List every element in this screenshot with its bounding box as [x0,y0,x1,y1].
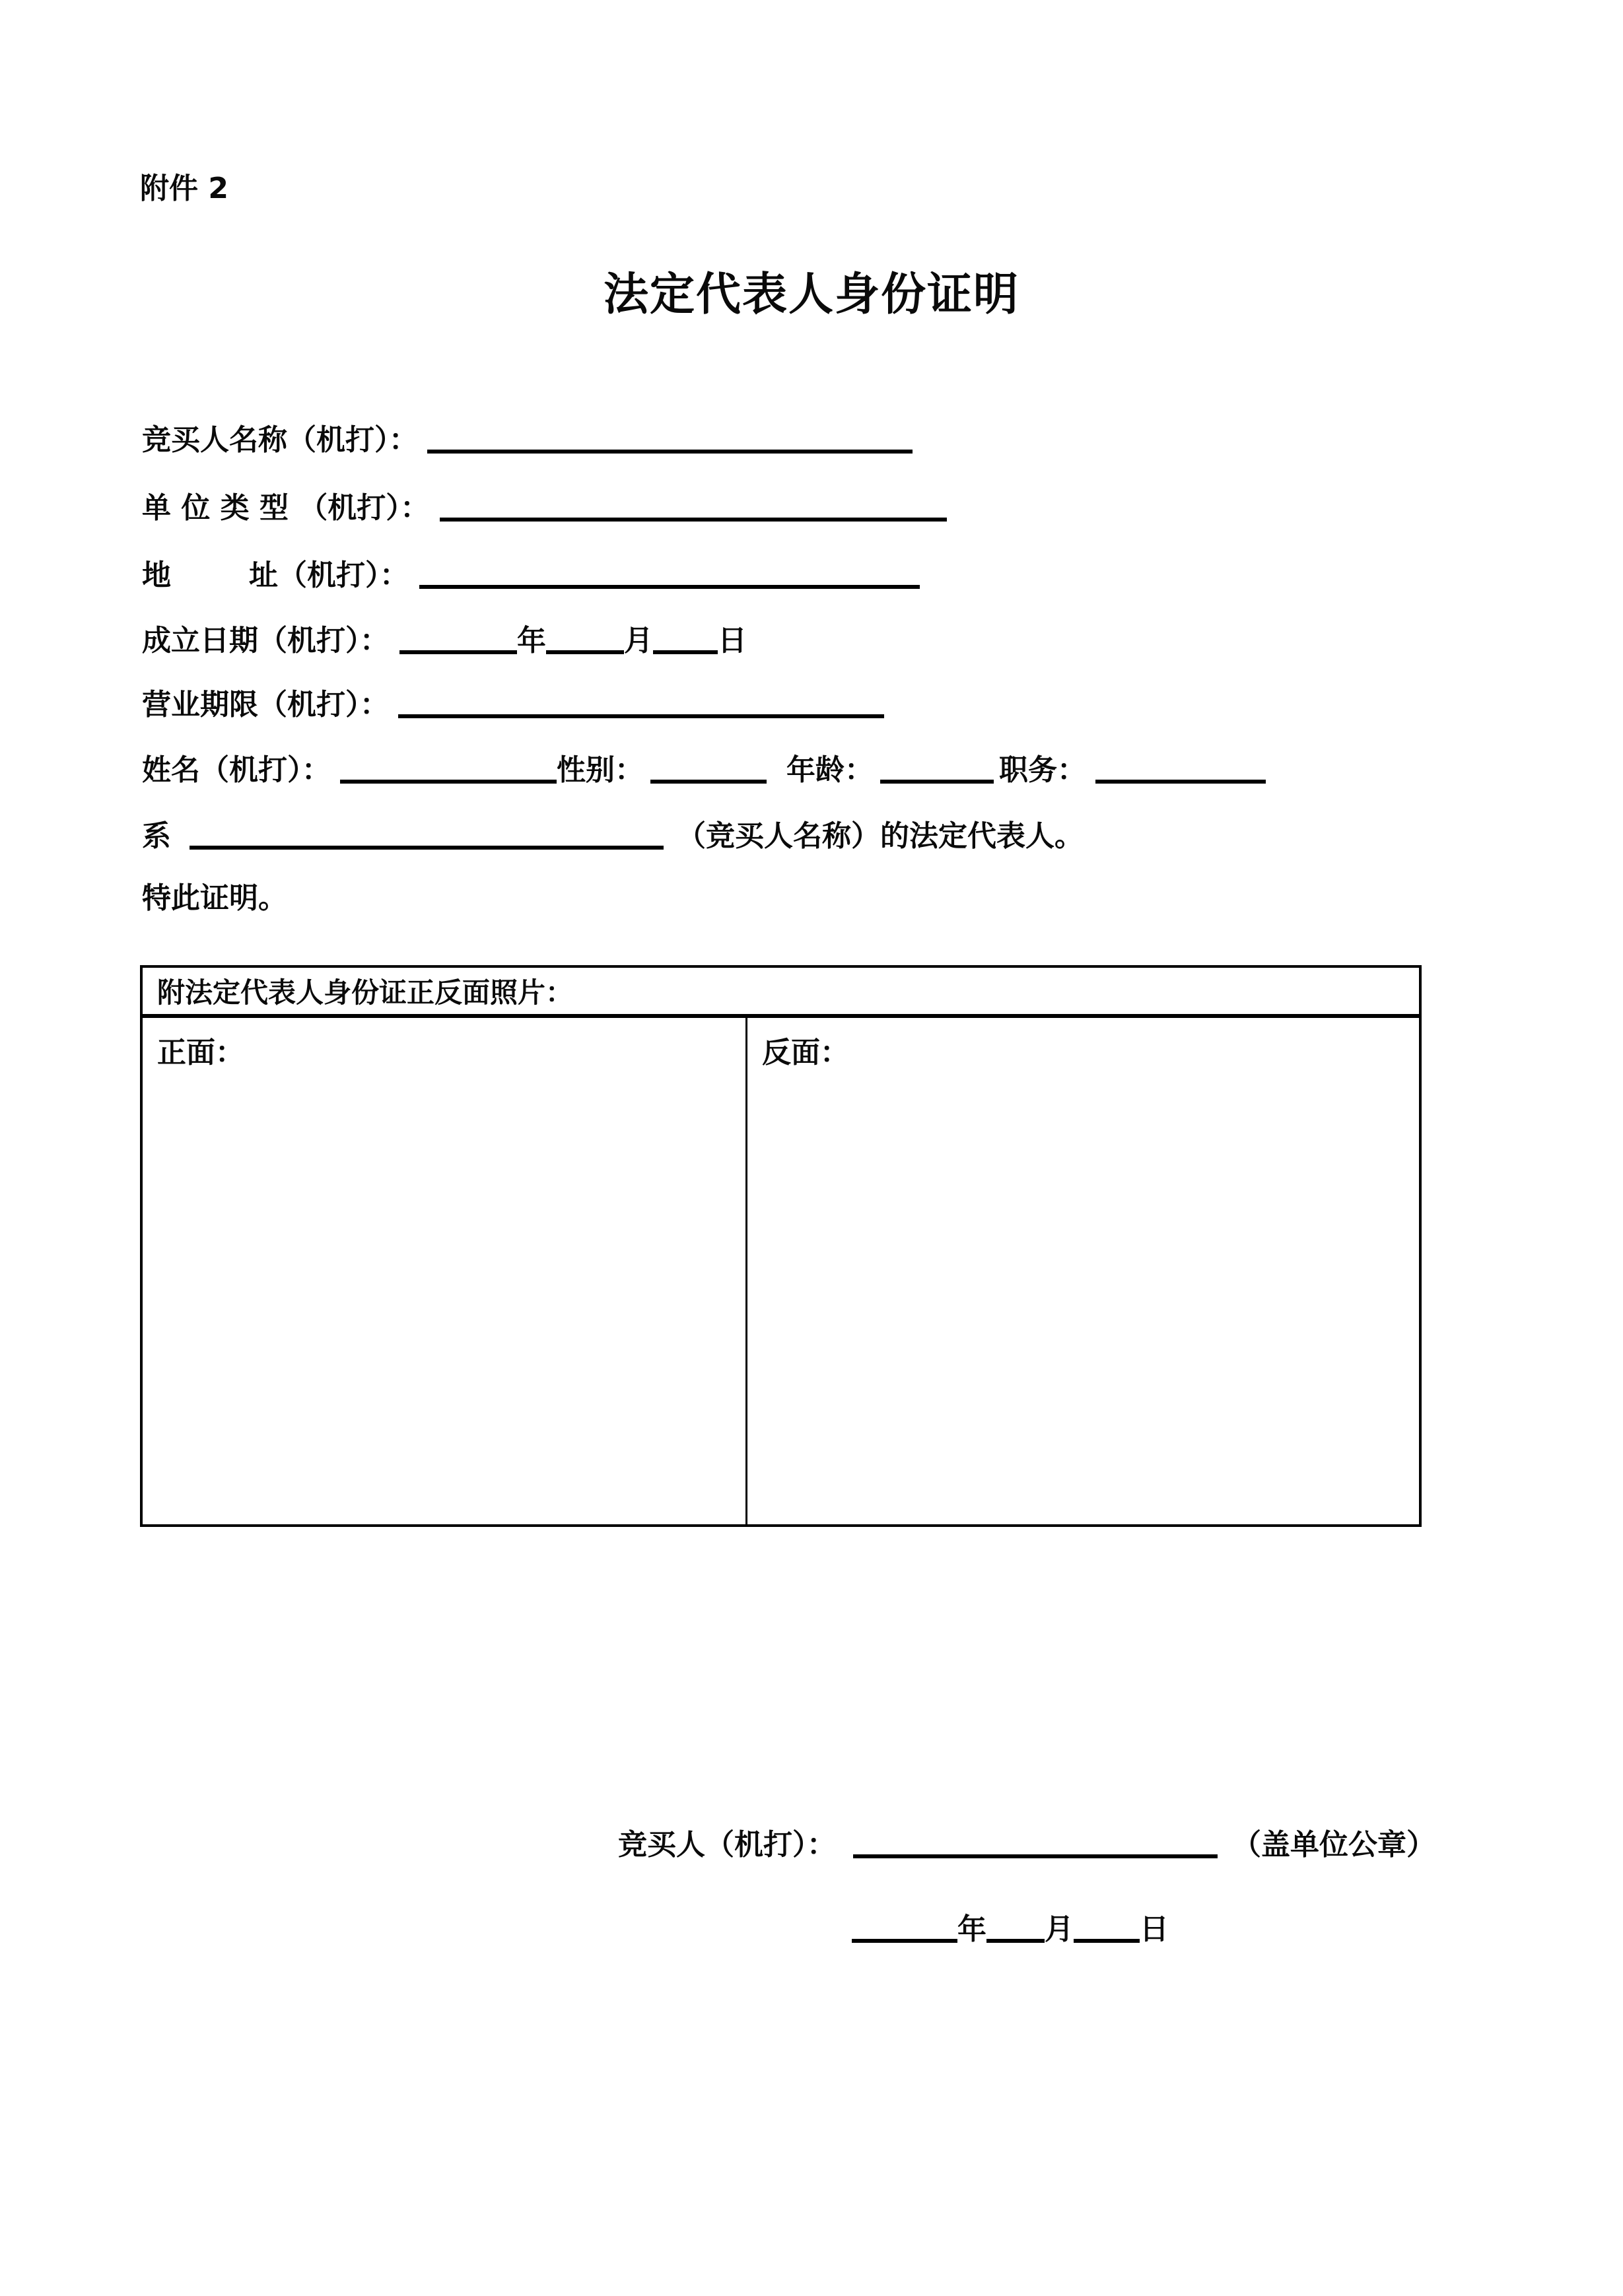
address-label-right: 址（机打）： [249,558,409,592]
attachment-label: 附件 2 [140,172,228,205]
footer-day-char: 日 [1140,1912,1169,1946]
establish-date-label: 成立日期（机打）： [142,624,389,658]
buyer-name-row [142,416,913,458]
establish-day-char: 日 [718,624,747,658]
footer-seal-note: （盖单位公章） [1232,1828,1435,1862]
address-blank [419,585,920,589]
relation-suffix: （竞买人名称）的法定代表人。 [677,819,1084,853]
establish-year-blank [399,650,517,654]
establish-month-blank [546,650,624,654]
establish-date-row [142,617,747,659]
business-term-row [142,681,884,723]
unit-type-blank [440,518,947,522]
document-title: 法定代表人身份证明 [603,269,1019,321]
relation-row [142,812,1084,854]
footer-buyer-blank [853,1854,1218,1858]
id-photo-front-label: 正面： [157,1036,244,1069]
name-blank [340,780,557,784]
relation-blank [190,846,664,850]
position-label: 职务： [999,753,1086,787]
business-term-blank [398,714,884,718]
establish-year-char: 年 [517,624,546,658]
footer-year-char: 年 [957,1912,986,1946]
establish-day-blank [653,650,718,654]
relation-prefix: 系 [142,819,171,853]
footer-buyer-label: 竞买人（机打）： [618,1828,836,1862]
position-blank [1095,780,1266,784]
footer-day-blank [1074,1939,1140,1943]
id-photo-box-header: 附法定代表人身份证正反面照片： [143,968,1419,1018]
unit-type-row [142,484,947,526]
name-label: 姓名（机打）： [142,753,331,787]
address-row [142,551,920,593]
footer-date-row [852,1905,1169,1947]
establish-month-char: 月 [624,624,653,658]
person-info-row [142,746,1266,788]
business-term-label: 营业期限（机打）： [142,688,389,722]
footer-month-char: 月 [1045,1912,1074,1946]
certify-statement [142,874,287,916]
footer-month-blank [986,1939,1045,1943]
age-label: 年龄： [786,753,874,787]
footer-year-blank [852,1939,957,1943]
gender-label: 性别： [557,753,644,787]
gender-blank [650,780,767,784]
certify-text: 特此证明。 [142,881,287,915]
id-photo-back-cell [747,1018,1419,1524]
footer-signature-row [618,1821,1435,1863]
id-photo-box [140,965,1422,1527]
buyer-name-label: 竞买人名称（机打）： [142,423,418,457]
id-photo-back-label: 反面： [762,1036,849,1069]
unit-type-label: 单 位 类 型 （机打）： [142,491,430,525]
id-photo-front-cell [143,1018,747,1524]
id-photo-box-body [143,1018,1419,1524]
address-label-left: 地 [142,558,171,592]
buyer-name-blank [427,450,913,454]
age-blank [880,780,994,784]
